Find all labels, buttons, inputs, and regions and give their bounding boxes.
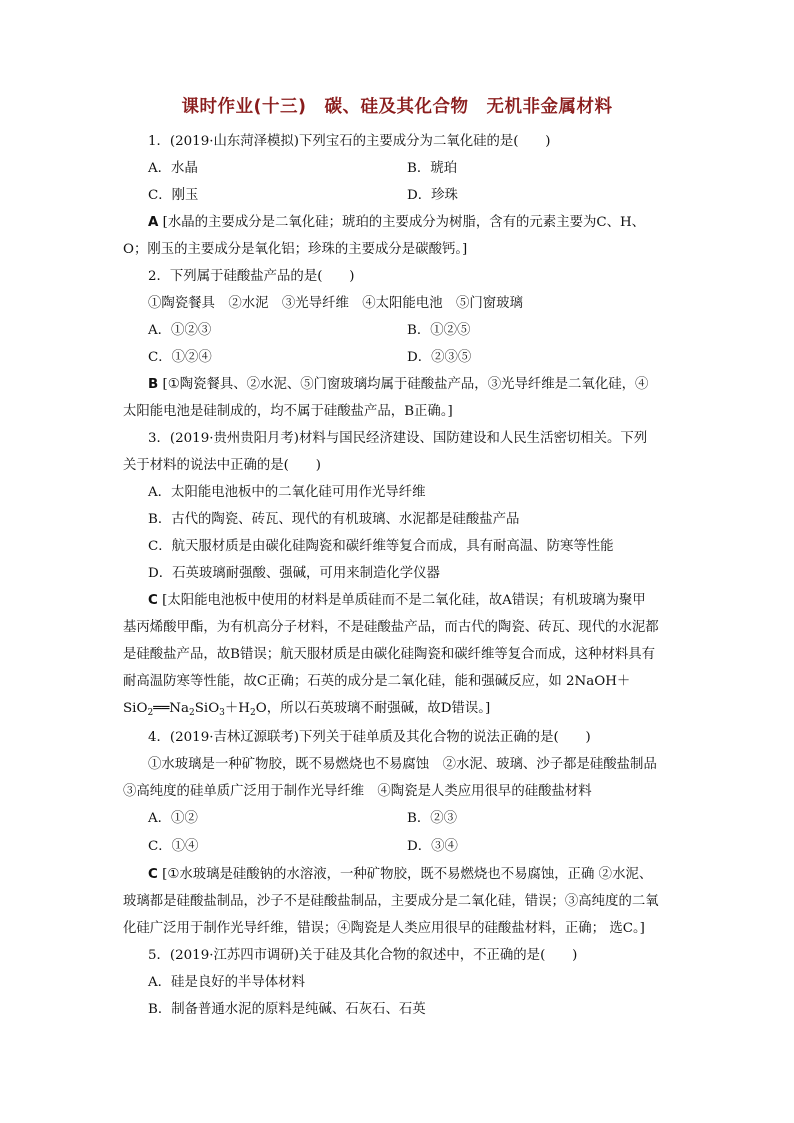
q2-explanation-line-2: 太阳能电池是硅制成的，均不属于硅酸盐产品，B正确。] bbox=[123, 404, 453, 419]
q3-option-b: B．古代的陶瓷、砖瓦、现代的有机玻璃、水泥都是硅酸盐产品 bbox=[148, 512, 520, 527]
q3-explanation-line-1: C [太阳能电池板中使用的材料是单质硅而不是二氧化硅，故A错误；有机玻璃为聚甲 bbox=[148, 593, 646, 608]
q3-explanation-line-3: 是硅酸盐产品，故B错误；航天服材质是由碳化硅陶瓷和碳纤维等复合而成，这种材料具有 bbox=[123, 647, 656, 662]
q2-items: ①陶瓷餐具 ②水泥 ③光导纤维 ④太阳能电池 ⑤门窗玻璃 bbox=[148, 296, 523, 311]
q3-option-c: C．航天服材质是由碳化硅陶瓷和碳纤维等复合而成，具有耐高温、防寒等性能 bbox=[148, 539, 614, 554]
q3-stem-line-2: 关于材料的说法中正确的是( ) bbox=[123, 458, 321, 473]
q4-option-d: D．③④ bbox=[407, 839, 458, 854]
q3-option-a: A．太阳能电池板中的二氧化硅可用作光导纤维 bbox=[148, 485, 426, 500]
title-part-1: 课时作业(十三) bbox=[181, 97, 307, 117]
q1-answer: A bbox=[148, 215, 159, 230]
q4-statements-line-1: ①水玻璃是一种矿物胶，既不易燃烧也不易腐蚀 ②水泥、玻璃、沙子都是硅酸盐制品 bbox=[148, 757, 657, 772]
q3-stem-line-1: 3．(2019·贵州贵阳月考)材料与国民经济建设、国防建设和人民生活密切相关。下列 bbox=[148, 431, 648, 446]
page-title bbox=[0, 93, 794, 118]
q1-explanation-line-2: O；刚玉的主要成分是氧化铝；珍珠的主要成分是碳酸钙。] bbox=[123, 242, 468, 257]
q1-stem: 1．(2019·山东菏泽模拟)下列宝石的主要成分为二氧化硅的是( ) bbox=[148, 134, 551, 149]
q2-explanation-line-1: B [①陶瓷餐具、②水泥、⑤门窗玻璃均属于硅酸盐产品，③光导纤维是二氧化硅，④ bbox=[148, 377, 649, 392]
title-part-3: 无机非金属材料 bbox=[486, 97, 613, 117]
q2-option-b: B．①②⑤ bbox=[407, 323, 471, 338]
q5-stem: 5．(2019·江苏四市调研)关于硅及其化合物的叙述中，不正确的是( ) bbox=[148, 948, 578, 963]
q3-option-d: D．石英玻璃耐强酸、强碱，可用来制造化学仪器 bbox=[148, 566, 440, 581]
q4-statements-line-2: ③高纯度的硅单质广泛用于制作光导纤维 ④陶瓷是人类应用很早的硅酸盐材料 bbox=[123, 784, 592, 799]
q2-option-c: C．①②④ bbox=[148, 350, 212, 365]
q4-option-b: B．②③ bbox=[407, 811, 458, 826]
q1-explanation-line-1: A [水晶的主要成分是二氧化硅；琥珀的主要成分为树脂，含有的元素主要为C、H、 bbox=[148, 215, 646, 230]
q4-explanation-line-2: 玻璃都是硅酸盐制品，沙子不是硅酸盐制品，主要成分是二氧化硅，错误；③高纯度的二氧 bbox=[123, 894, 659, 909]
q3-explanation-line-4: 耐高温防寒等性能，故C正确；石英的成分是二氧化硅，能和强碱反应，如 2NaOH＋ bbox=[123, 674, 631, 689]
q4-option-a: A．①② bbox=[148, 811, 198, 826]
q4-explanation-line-1: C [①水玻璃是硅酸钠的水溶液，一种矿物胶，既不易燃烧也不易腐蚀，正确 ②水泥、 bbox=[148, 867, 653, 882]
q4-explanation-line-3: 化硅广泛用于制作光导纤维，错误；④陶瓷是人类应用很早的硅酸盐材料，正确； 选C。] bbox=[123, 921, 645, 936]
q2-answer: B bbox=[148, 377, 159, 392]
q4-stem: 4．(2019·吉林辽源联考)下列关于硅单质及其化合物的说法正确的是( ) bbox=[148, 730, 591, 745]
q3-answer: C bbox=[148, 593, 158, 608]
q4-answer: C bbox=[148, 867, 158, 882]
q1-option-a: A．水晶 bbox=[148, 161, 198, 176]
q3-explanation-line-2: 基丙烯酸甲酯，为有机高分子材料，不是硅酸盐产品，而古代的陶瓷、砖瓦、现代的水泥都 bbox=[123, 620, 659, 635]
q2-stem: 2．下列属于硅酸盐产品的是( ) bbox=[148, 269, 355, 284]
q2-option-d: D．②③⑤ bbox=[407, 350, 472, 365]
q5-option-b: B．制备普通水泥的原料是纯碱、石灰石、石英 bbox=[148, 1002, 426, 1017]
q1-option-c: C．刚玉 bbox=[148, 188, 199, 203]
q2-option-a: A．①②③ bbox=[148, 323, 212, 338]
q4-option-c: C．①④ bbox=[148, 839, 199, 854]
title-part-2: 碳、硅及其化合物 bbox=[324, 97, 469, 117]
q1-option-d: D．珍珠 bbox=[407, 188, 458, 203]
q3-explanation-equation: $SiO_2══Na_2SiO_3+H_2O$，所以石英玻璃不耐强碱，故D错误。] bbox=[123, 701, 491, 718]
q1-option-b: B．琥珀 bbox=[407, 161, 458, 176]
q5-option-a: A．硅是良好的半导体材料 bbox=[148, 975, 305, 990]
